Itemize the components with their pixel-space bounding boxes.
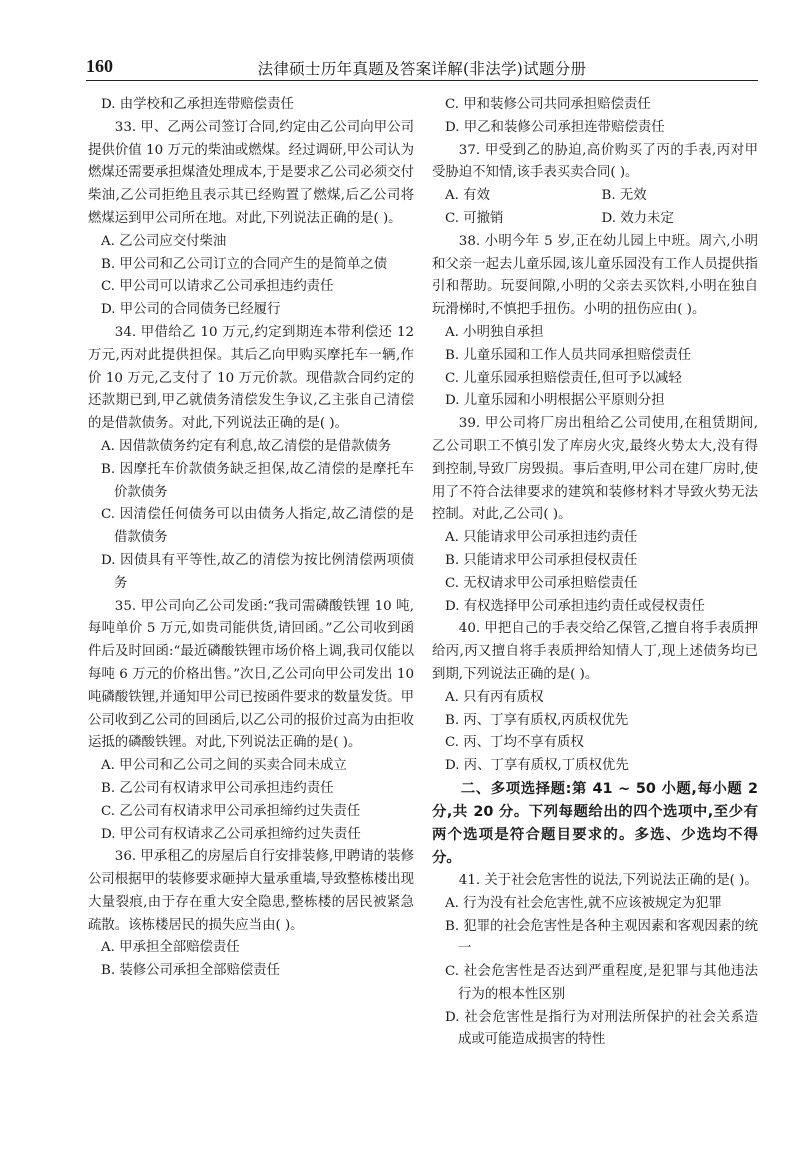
q36-option-b: B. 装修公司承担全部赔偿责任	[101, 963, 281, 979]
q41-option-c: C. 社会危害性是否达到严重程度,是犯罪与其他违法行为的根本性区别	[445, 964, 758, 1002]
q40-option-b: B. 丙、丁享有质权,丙质权优先	[445, 712, 629, 728]
q37-options-row-2	[432, 208, 758, 231]
q38-option-d: D. 儿童乐园和小明根据公平原则分担	[445, 393, 665, 409]
q37-option-d: D. 效力未定	[601, 210, 674, 226]
q40-option-a: A. 只有丙有质权	[445, 689, 544, 705]
page-header	[86, 54, 758, 81]
q34-option-a: A. 因借款债务约定有利息,故乙清偿的是借款债务	[101, 438, 392, 454]
q36-option-c: C. 甲和装修公司共同承担赔偿责任	[445, 97, 651, 112]
q36-option-a: A. 甲承担全部赔偿责任	[101, 940, 240, 956]
q35-option-a: A. 甲公司和乙公司之间的买卖合同未成立	[101, 758, 347, 774]
q34-option-c: C. 因清偿任何债务可以由债务人指定,故乙清偿的是借款债务	[101, 507, 414, 546]
q39-option-c: C. 无权请求甲公司承担赔偿责任	[445, 575, 638, 591]
q40-option-d: D. 丙、丁享有质权,丁质权优先	[445, 758, 629, 774]
q33-stem: 33. 甲、乙两公司签订合同,约定由乙公司向甲公司提供价值 10 万元的柴油或燃煤。经过调研,甲公司认为燃煤还需要承担煤渣处理成本,于是要求乙公司必须交付柴油,乙公司拒绝且表示其已经购置了燃煤,后乙公司将燃煤运到甲公司所在地。对此,下列说法正确的是( )。	[88, 119, 414, 226]
q34-option-d: D. 因债具有平等性,故乙的清偿为按比例清偿两项债务	[101, 552, 414, 591]
q37-option-a: A. 有效	[445, 188, 490, 204]
q37-option-c: C. 可撤销	[445, 210, 504, 226]
q39-option-b: B. 只能请求甲公司承担侵权责任	[445, 552, 638, 568]
q35-option-b: B. 乙公司有权请求甲公司承担违约责任	[101, 780, 334, 796]
q33-option-d: D. 甲公司的合同债务已经履行	[101, 302, 281, 318]
q39-option-a: A. 只能请求甲公司承担违约责任	[445, 530, 638, 546]
q32-option-d: D. 由学校和乙承担连带赔偿责任	[101, 97, 294, 112]
q40-stem: 40. 甲把自己的手表交给乙保管,乙擅自将手表质押给丙,丙又擅自将手表质押给知情人丁,现上述债务均已到期,下列说法正确的是( )。	[432, 621, 758, 682]
q33-option-c: C. 甲公司可以请求乙公司承担违约责任	[101, 279, 334, 295]
q33-option-a: A. 乙公司应交付柴油	[101, 233, 227, 249]
q38-option-b: B. 儿童乐园和工作人员共同承担赔偿责任	[445, 347, 691, 363]
q35-option-c: C. 乙公司有权请求甲公司承担缔约过失责任	[101, 803, 361, 819]
q37-option-b: B. 无效	[601, 188, 647, 204]
q34-stem: 34. 甲借给乙 10 万元,约定到期连本带利偿还 12 万元,丙对此提供担保。其后乙向甲购买摩托车一辆,作价 10 万元,乙支付了 10 万元价款。现借款合同约定的还款期已到,甲乙就债务清偿发生争议,乙主张自己清偿的是借款债务。对此,下列说法正确的是( )。	[88, 324, 414, 432]
q33-option-b: B. 甲公司和乙公司订立的合同产生的是简单之债	[101, 256, 388, 272]
q36-stem: 36. 甲承租乙的房屋后自行安排装修,甲聘请的装修公司根据甲的装修要求砸掉大量承重墙,导致整栋楼出现大量裂痕,由于存在重大安全隐患,整栋楼的居民被紧急疏散。该栋楼居民的损失应当由( )。	[88, 849, 414, 933]
q38-stem: 38. 小明今年 5 岁,正在幼儿园上中班。周六,小明和父亲一起去儿童乐园,该儿童乐园没有工作人员提供指引和帮助。玩耍间隙,小明的父亲去买饮料,小明在独自玩滑梯时,不慎把手扭伤。小明的扭伤应由( )。	[432, 233, 758, 318]
q37-options-row-1	[432, 185, 758, 208]
q40-option-c: C. 丙、丁均不享有质权	[445, 735, 584, 751]
q39-stem: 39. 甲公司将厂房出租给乙公司使用,在租赁期间,乙公司职工不慎引发了库房火灾,最终火势太大,没有得到控制,导致厂房毁损。事后查明,甲公司在建厂房时,使用了不符合法律要求的建筑和装修材料才导致火势无法控制。对此,乙公司( )。	[432, 416, 758, 523]
q35-option-d: D. 甲公司有权请求乙公司承担缔约过失责任	[101, 826, 361, 842]
section-heading-multiple-choice: 二、多项选择题:第 41 ~ 50 小题,每小题 2 分,共 20 分。下列每题给出的四个选项中,至少有两个选项是符合题目要求的。多选、少选均不得分。	[432, 780, 758, 866]
left-column	[88, 94, 414, 983]
right-column	[432, 94, 758, 1052]
q36-option-d: D. 甲乙和装修公司承担连带赔偿责任	[445, 119, 665, 135]
q41-option-b: B. 犯罪的社会危害性是各种主观因素和客观因素的统一	[445, 918, 758, 957]
q38-option-a: A. 小明独自承担	[445, 324, 544, 340]
page-number: 160	[86, 56, 113, 76]
running-title: 法律硕士历年真题及答案详解(非法学)试题分册	[257, 60, 587, 78]
q37-stem: 37. 甲受到乙的胁迫,高价购买了丙的手表,丙对甲受胁迫不知情,该手表买卖合同( )。	[432, 142, 758, 181]
q41-option-d: D. 社会危害性是指行为对刑法所保护的社会关系造成或可能造成损害的特性	[445, 1009, 758, 1048]
q38-option-c: C. 儿童乐园承担赔偿责任,但可予以减轻	[445, 370, 682, 386]
q39-option-d: D. 有权选择甲公司承担违约责任或侵权责任	[445, 598, 705, 614]
q41-option-a: A. 行为没有社会危害性,就不应该被规定为犯罪	[445, 895, 722, 911]
q34-option-b: B. 因摩托车价款债务缺乏担保,故乙清偿的是摩托车价款债务	[101, 461, 414, 500]
q35-stem: 35. 甲公司向乙公司发函:“我司需磷酸铁锂 10 吨,每吨单价 5 万元,如贵司能供货,请回函。”乙公司收到函件后及时回函:“最近磷酸铁锂市场价格上调,我司仅能以每吨 6 万元的价格出售。”次日,乙公司向甲公司发出 10 吨磷酸铁锂,并通知甲公司已按函件要求的数量发货。甲公司收到乙公司的回函后,以乙公司的报价过高为由拒收运抵的磷酸铁锂。对此,下列说法正确的是( )。	[88, 598, 414, 751]
q41-stem: 41. 关于社会危害性的说法,下列说法正确的是( )。	[458, 872, 758, 888]
